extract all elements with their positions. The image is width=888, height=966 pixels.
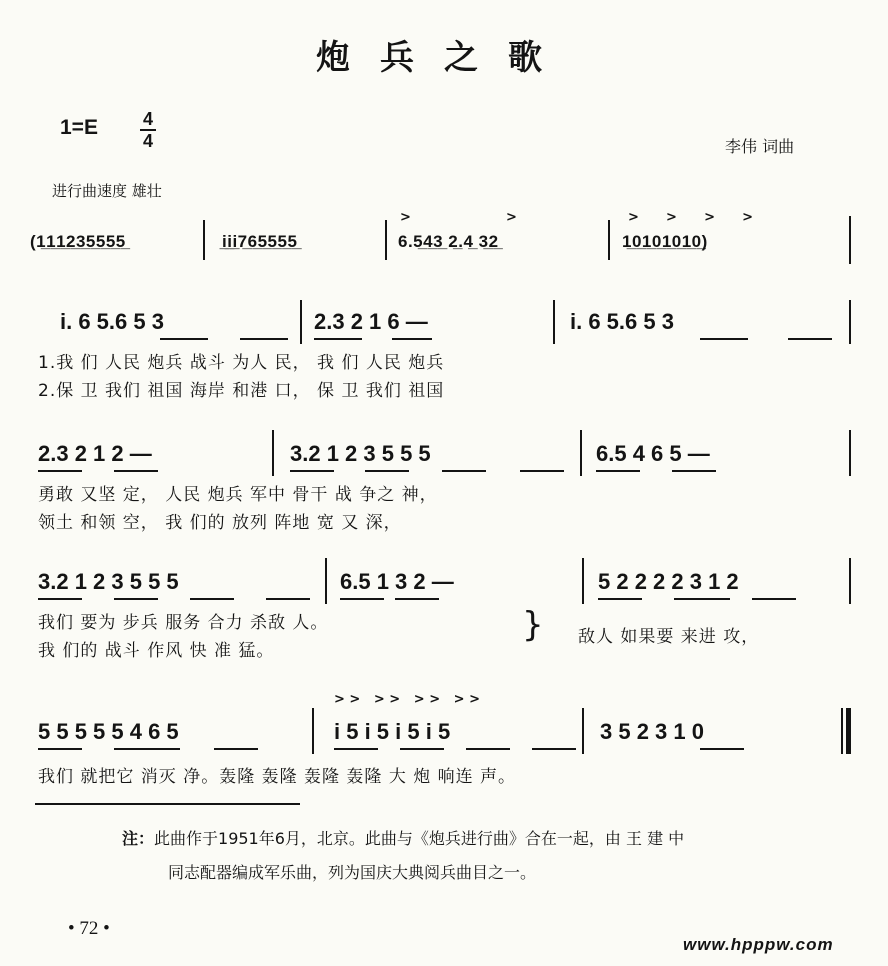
line4-measure-3: 3 5 2 3 1 0 — [600, 719, 704, 744]
intro-measure-1: (1̲1̲1̲2̲3̲5̲5̲5̲5̲ — [30, 232, 126, 251]
time-signature — [140, 110, 156, 150]
line2-measure-1: 2.3 2 1 2 — — [38, 441, 152, 466]
footnote-label: 注： — [122, 829, 155, 848]
watermark: www.hpppw.com — [683, 935, 834, 954]
line1-measure-3: i. 6 5.6 5 3 — [570, 309, 674, 334]
footnote-line-1 — [122, 826, 684, 849]
tempo-marking: 进行曲速度 雄壮 — [52, 182, 162, 200]
time-signature-bottom: 4 — [142, 131, 153, 151]
line4-measure-2: i 5 i 5 i 5 i 5 — [334, 719, 451, 744]
line1-lyrics-verse1: 1.我 们 人民 炮兵 战斗 为人 民， 我 们 人民 炮兵 — [38, 353, 445, 373]
line4-measure-1: 5 5 5 5 5 4 6 5 — [38, 719, 179, 744]
time-signature-top: 4 — [142, 109, 153, 129]
footnote-rule — [35, 803, 300, 805]
intro-measure-3: 6.5̲4̲3̲ 2̲.4̲ 3̲2̲ — [398, 232, 499, 251]
line1-lyrics-verse2: 2.保 卫 我们 祖国 海岸 和港 口， 保 卫 我们 祖国 — [38, 381, 445, 401]
intro-measure-2: i̲i̲i̲7̲6̲5̲5̲5̲5̲ — [222, 232, 298, 251]
line3-measure-1: 3.2 1 2 3 5 5 5 — [38, 569, 179, 594]
footnote-text-1: 此曲作于1951年6月，北京。此曲与《炮兵进行曲》合在一起，由 王 建 中 — [154, 829, 685, 848]
line1-measure-1: i. 6 5.6 5 3 — [60, 309, 164, 334]
intro-measure-4: 1̲0̲1̲0̲1̲0̲1̲0̲) — [622, 232, 708, 251]
song-title: 炮兵之歌 — [316, 38, 572, 78]
line2-lyrics-verse2: 领土 和领 空， 我 们的 放列 阵地 宽 又 深， — [38, 513, 402, 533]
line2-lyrics-verse1: 勇敢 又坚 定， 人民 炮兵 军中 骨干 战 争之 神， — [38, 485, 438, 505]
line2-measure-3: 6.5 4 6 5 — — [596, 441, 710, 466]
line4-lyrics: 我们 就把它 消灭 净。轰隆 轰隆 轰隆 轰隆 大 炮 响连 声。 — [38, 767, 517, 787]
footnote-line-2: 同志配器编成军乐曲，列为国庆大典阅兵曲目之一。 — [168, 863, 537, 882]
key-signature: 1=E — [60, 116, 98, 139]
line3-lyrics-verse2: 我 们的 战斗 作风 快 准 猛。 — [38, 641, 275, 661]
line3-measure-2: 6.5 1 3 2 — — [340, 569, 454, 594]
line3-lyrics-shared: 敌人 如果要 来进 攻， — [578, 627, 760, 647]
page-number: • 72 • — [68, 918, 110, 939]
composer-credit: 李伟 词曲 — [725, 137, 795, 156]
line1-measure-2: 2.3 2 1 6 — — [314, 309, 428, 334]
line3-lyrics-verse1: 我们 要为 步兵 服务 合力 杀敌 人。 — [38, 613, 329, 633]
line3-measure-3: 5 2 2 2 2 3 1 2 — [598, 569, 739, 594]
line2-measure-2: 3.2 1 2 3 5 5 5 — [290, 441, 431, 466]
